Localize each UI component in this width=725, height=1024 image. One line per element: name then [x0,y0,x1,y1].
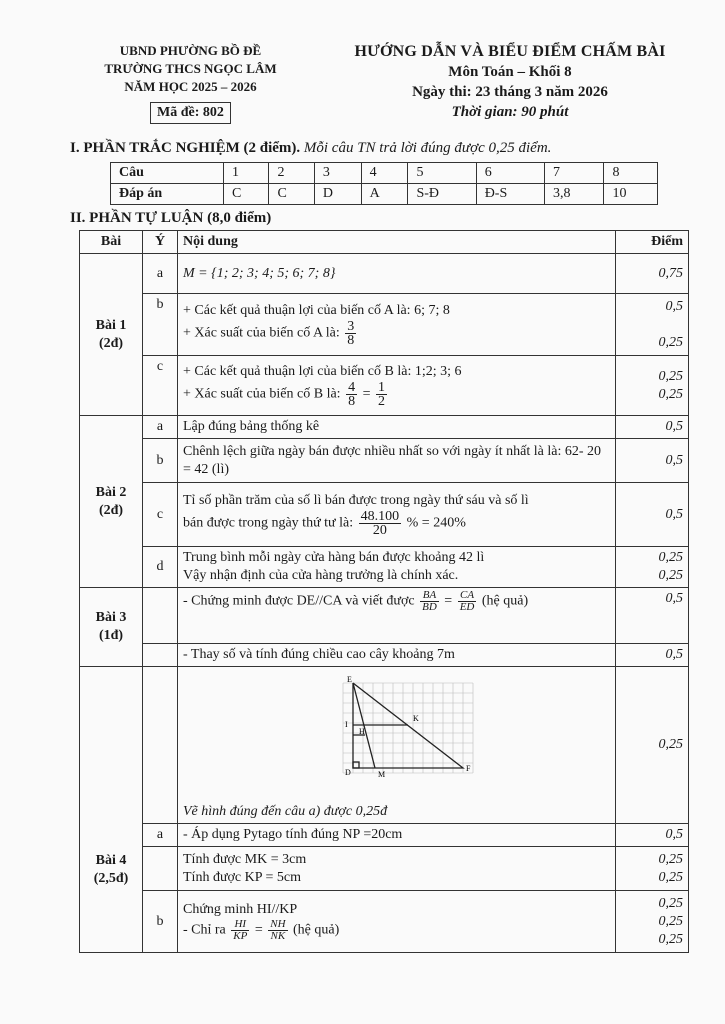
bai2-c-frac-num: 48.100 [360,509,400,524]
bai4-b-content [178,891,616,953]
bai4-a-content: - Áp dụng Pytago tính đúng NP =20cm [178,824,616,847]
bai3-f1-den: BD [422,601,437,613]
bai1-c-equals: = [362,386,371,402]
essay-answer-table [79,230,689,953]
bai4-mk-score: 0,25 [658,851,683,867]
bai4-kp-score: 0,25 [658,869,683,885]
bai2-b-score: 0,5 [616,439,689,483]
col-content: Nội dung [178,231,616,254]
bai2-c-score: 0,5 [616,483,689,547]
bai2-b-row [80,439,689,483]
bai4-mk-line: Tính được MK = 3cm [183,851,307,867]
bai4-figure-cell [178,667,616,824]
exam-duration: Thời gian: 90 phút [451,104,569,120]
bai3-fraction2 [458,590,477,613]
mc-q: 6 [476,163,544,184]
mc-a: Đ-S [476,184,544,205]
bai1-a-content: M = {1; 2; 3; 4; 5; 6; 7; 8} [178,254,616,294]
bai1-c-line2-wrap [183,381,610,408]
bai1-name: Bài 1 [95,317,127,333]
bai3-f2-num: CA [458,590,477,602]
bai2-c-line2-wrap [183,510,610,537]
school-header [88,42,293,124]
label-d: D [345,768,351,777]
bai4-b-line2-pre: - Chỉ ra [183,922,226,938]
bai1-b-frac-num: 3 [347,319,355,334]
bai3-points: (1đ) [98,628,124,643]
bai4-b-score1: 0,25 [658,895,683,911]
bai2-d-line1: Trung bình mỗi ngày cửa hàng bán được khoảng 42 lì [183,550,485,565]
label-e: E [347,675,352,684]
bai2-a-label: a [143,416,178,439]
bai1-label [80,254,143,416]
bai1-c-scores [616,356,689,416]
bai1-b-line1: + Các kết quả thuận lợi của biến cố A là: 6; 7; 8 [183,303,450,318]
bai1-b-score1: 0,5 [665,298,683,314]
bai4-figure-score: 0,25 [616,667,689,824]
bai3-row1 [80,588,689,644]
section1-title: I. PHẦN TRẮC NGHIỆM (2 điểm). [70,140,301,156]
mc-a: C [269,184,314,205]
bai3-f1-num: BA [420,590,439,602]
bai1-a-row [80,254,689,294]
bai2-c-content [178,483,616,547]
bai2-b-content: Chênh lệch giữa ngày bán được nhiều nhất so với ngày ít nhất là là: 62- 20 = 42 (lì) [178,439,616,483]
bai2-a-score: 0,5 [616,416,689,439]
mc-q: 2 [269,163,314,184]
section1-heading [70,140,551,157]
bai4-b-score2: 0,25 [658,913,683,929]
bai3-name: Bài 3 [95,610,127,625]
bai4-b-line2 [183,919,610,942]
bai2-label [80,416,143,588]
document-title: HƯỚNG DẪN VÀ BIỂU ĐIỂM CHẤM BÀI [354,43,666,60]
label-h: H [359,727,365,736]
mc-q: 1 [224,163,269,184]
bai4-b-scores [616,891,689,953]
bai4-b-line2-post: (hệ quả) [293,922,340,938]
bai4-figure-caption: Vẽ hình đúng đến câu a) được 0,25đ [183,804,388,819]
ward-name: UBND PHƯỜNG BỒ ĐỀ [119,43,262,58]
bai1-b-score2: 0,25 [658,334,683,350]
bai1-b-fraction [345,320,356,347]
school-year: NĂM HỌC 2025 – 2026 [124,79,257,94]
bai1-c-fraction2 [376,381,387,408]
col-score: Điểm [616,231,689,254]
figure-lines [353,683,463,768]
multiple-choice-table [110,162,658,205]
bai3-line1 [178,588,616,644]
bai4-b-score3: 0,25 [658,931,683,947]
bai3-row2 [80,644,689,667]
bai1-b-frac-den: 8 [347,333,355,348]
label-f: F [466,764,471,773]
bai1-c-row [80,356,689,416]
bai4-kp-line: Tính được KP = 5cm [183,869,302,885]
bai2-c-line1: Tỉ số phần trăm của số lì bán được trong ngày thứ sáu và số lì [183,493,529,508]
bai3-score2: 0,5 [616,644,689,667]
mc-question-row [111,163,658,184]
bai3-score1: 0,5 [616,588,689,644]
mc-q: 5 [408,163,476,184]
mc-q: 4 [361,163,408,184]
bai3-f2-den: ED [459,601,475,613]
bai2-d-score2: 0,25 [658,568,683,583]
bai2-c-label: c [143,483,178,547]
bai2-d-content [178,547,616,588]
label-i: I [345,720,348,729]
document-header [330,42,690,122]
bai4-bf1-num: HI [231,919,249,931]
bai1-b-row [80,294,689,356]
mc-header-question: Câu [111,163,224,184]
bai4-bf2-den: NK [270,930,286,942]
essay-header-row [80,231,689,254]
bai1-points: (2đ) [98,335,124,351]
section1-note: Mỗi câu TN trả lời đúng được 0,25 điểm. [303,140,552,156]
bai3-line1-post: (hệ quả) [481,593,529,609]
school-name: TRƯỜNG THCS NGỌC LÂM [104,61,277,76]
bai2-a-row [80,416,689,439]
label-m: M [378,770,386,779]
mc-q: 7 [544,163,604,184]
bai1-c-frac1-den: 8 [348,394,356,409]
mc-a: 10 [604,184,658,205]
section2-title: II. PHẦN TỰ LUẬN (8,0 điểm) [70,210,272,226]
bai1-a-label: a [143,254,178,294]
bai2-c-row [80,483,689,547]
bai4-b-row [80,891,689,953]
bai4-mk-scores [616,847,689,891]
bai1-c-frac2-den: 2 [377,394,385,409]
col-bai: Bài [80,231,143,254]
mc-header-answer: Đáp án [111,184,224,205]
bai4-label [80,667,143,953]
triangle-figure [323,673,483,793]
bai1-b-line2-wrap [183,320,610,347]
bai3-fraction1 [420,590,439,613]
bai4-bf2-num: NH [270,918,286,930]
bai4-mk-row [80,847,689,891]
bai1-c-content [178,356,616,416]
mc-q: 3 [314,163,361,184]
mc-q: 8 [604,163,658,184]
mc-a: A [361,184,408,205]
bai4-b-line1: Chứng minh HI//KP [183,902,298,917]
bai1-c-score2: 0,25 [658,386,683,402]
bai4-a-label: a [143,824,178,847]
bai4-b-fraction1 [231,919,249,942]
bai1-c-frac2-num: 1 [377,380,385,395]
bai3-y1 [143,588,178,644]
exam-date: Ngày thi: 23 tháng 3 năm 2026 [412,84,608,100]
bai2-b-label: b [143,439,178,483]
mc-a: C [224,184,269,205]
bai2-d-scores [616,547,689,588]
bai4-a-row [80,824,689,847]
label-k: K [413,714,419,723]
bai4-y-mk [143,847,178,891]
bai2-points: (2đ) [98,502,124,518]
bai2-a-content: Lập đúng bảng thống kê [178,416,616,439]
bai1-c-line2: + Xác suất của biến cố B là: [183,386,341,402]
bai2-c-line2: bán được trong ngày thứ tư là: [183,515,354,531]
bai4-a-score: 0,5 [616,824,689,847]
bai2-d-line2: Vậy nhận định của cửa hàng trưởng là chính xác. [183,568,459,583]
bai1-b-line2: + Xác suất của biến cố A là: [183,325,340,341]
bai4-name: Bài 4 [95,852,127,868]
bai1-c-fraction1 [346,381,357,408]
bai4-mk-content [178,847,616,891]
bai1-b-scores [616,294,689,356]
bai2-c-tail: % = 240% [406,515,466,531]
bai1-c-score1: 0,25 [658,368,683,384]
mc-answer-row [111,184,658,205]
bai3-label [80,588,143,667]
bai3-line2: - Thay số và tính đúng chiều cao cây khoảng 7m [178,644,616,667]
bai3-equals: = [444,593,453,609]
bai1-a-score: 0,75 [616,254,689,294]
mc-a: 3,8 [544,184,604,205]
bai1-c-label: c [143,356,178,416]
bai4-points: (2,5đ) [93,870,129,886]
bai4-b-fraction2 [268,919,287,942]
bai2-d-row [80,547,689,588]
subject-line: Môn Toán – Khối 8 [448,64,572,80]
bai4-b-label: b [143,891,178,953]
bai2-name: Bài 2 [95,484,127,500]
bai4-b-equals: = [254,922,263,938]
bai1-c-frac1-num: 4 [348,380,356,395]
bai2-d-score1: 0,25 [658,550,683,565]
bai2-c-frac-den: 20 [372,523,387,538]
bai3-line1-pre: - Chứng minh được DE//CA và viết được [183,593,415,609]
bai2-c-fraction [359,510,402,537]
mc-a: S-Đ [408,184,476,205]
bai2-d-label: d [143,547,178,588]
bai4-y-fig [143,667,178,824]
col-y: Ý [143,231,178,254]
bai1-c-line1: + Các kết quả thuận lợi của biến cố B là: 1;2; 3; 6 [183,364,462,379]
bai4-bf1-den: KP [233,930,248,942]
exam-code-box: Mã đề: 802 [150,102,231,124]
bai1-b-label: b [143,294,178,356]
mc-a: D [314,184,361,205]
bai3-y2 [143,644,178,667]
bai1-b-content [178,294,616,356]
bai4-figure-row [80,667,689,824]
